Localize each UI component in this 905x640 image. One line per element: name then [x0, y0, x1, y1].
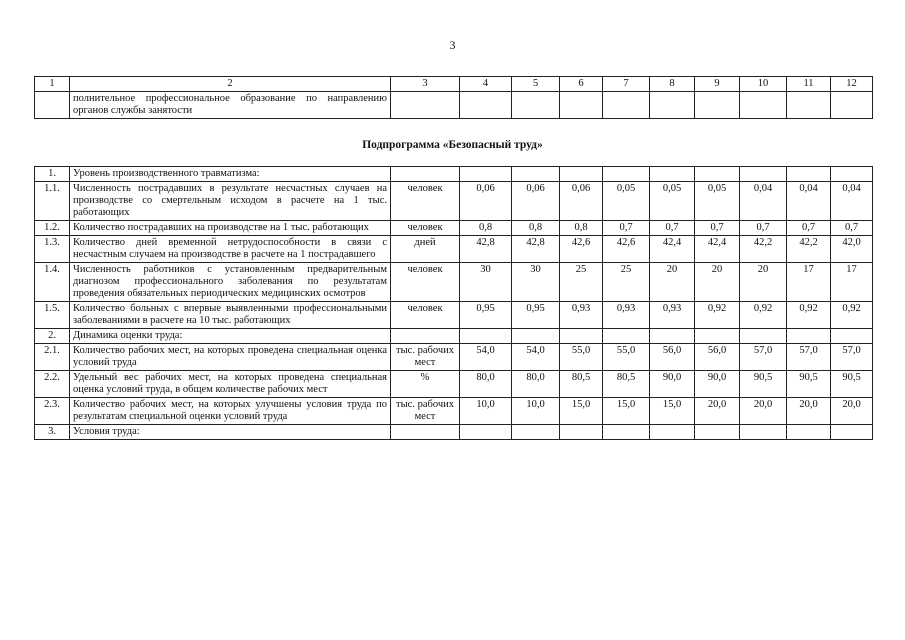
value-cell: 42,8: [460, 236, 512, 263]
value-cell: 0,93: [650, 302, 695, 329]
indicator-name: Условия труда:: [70, 425, 391, 440]
value-cell: 90,0: [695, 371, 740, 398]
value-cell: [512, 425, 560, 440]
column-header: 12: [831, 77, 873, 92]
value-cell: 0,05: [695, 182, 740, 221]
value-cell: 90,5: [787, 371, 831, 398]
column-header: 3: [391, 77, 460, 92]
indicator-name: Численность пострадавших в результате несчастных случаев на производстве со смертельным исходом в расчете на 1 тыс. работающих: [70, 182, 391, 221]
value-cell: 15,0: [560, 398, 603, 425]
value-cell: [787, 167, 831, 182]
value-cell: [512, 167, 560, 182]
unit: тыс. рабочих мест: [391, 344, 460, 371]
row-number: 2.3.: [35, 398, 70, 425]
value-cell: 17: [787, 263, 831, 302]
value-cell: 56,0: [650, 344, 695, 371]
value-cell: [603, 329, 650, 344]
value-cell: [740, 329, 787, 344]
value-cell: 80,5: [560, 371, 603, 398]
row-number: 1.2.: [35, 221, 70, 236]
table-row: [35, 92, 873, 119]
value-cell: [740, 425, 787, 440]
value-cell: 42,8: [512, 236, 560, 263]
value-cell: 0,93: [560, 302, 603, 329]
column-header: 8: [650, 77, 695, 92]
value-cell: [787, 329, 831, 344]
value-cell: [460, 167, 512, 182]
page-number: 3: [449, 38, 456, 52]
column-header: 1: [35, 77, 70, 92]
column-header: 4: [460, 77, 512, 92]
unit: дней: [391, 236, 460, 263]
value-cell: 25: [560, 263, 603, 302]
value-cell: 15,0: [650, 398, 695, 425]
value-cell: 56,0: [695, 344, 740, 371]
value-cell: 0,04: [831, 182, 873, 221]
unit: человек: [391, 221, 460, 236]
value-cell: 42,4: [695, 236, 740, 263]
header-row: [35, 77, 873, 92]
value-cell: [460, 329, 512, 344]
value-cell: 0,04: [740, 182, 787, 221]
value-cell: 0,05: [650, 182, 695, 221]
indicator-name: Количество больных с впервые выявленными профессиональными заболеваниями в расчете на 10 тыс. работающих: [70, 302, 391, 329]
value-cell: 0,95: [460, 302, 512, 329]
value-cell: 0,06: [560, 182, 603, 221]
unit: человек: [391, 182, 460, 221]
value-cell: 0,8: [560, 221, 603, 236]
table-row: [35, 344, 873, 371]
value-cell: [650, 329, 695, 344]
column-header: 11: [787, 77, 831, 92]
column-header: 6: [560, 77, 603, 92]
value-cell: 20: [695, 263, 740, 302]
column-header: 5: [512, 77, 560, 92]
value-cell: 10,0: [460, 398, 512, 425]
value-cell: 15,0: [603, 398, 650, 425]
value-cell: 20,0: [740, 398, 787, 425]
value-cell: [740, 167, 787, 182]
row-number: 2.1.: [35, 344, 70, 371]
value-cell: [695, 329, 740, 344]
value-cell: 20: [740, 263, 787, 302]
value-cell: 54,0: [512, 344, 560, 371]
value-cell: 80,0: [460, 371, 512, 398]
value-cell: [603, 425, 650, 440]
value-cell: [603, 167, 650, 182]
value-cell: 57,0: [831, 344, 873, 371]
table-row: [35, 329, 873, 344]
value-cell: [695, 425, 740, 440]
value-cell: [560, 329, 603, 344]
indicator-name: Количество пострадавших на производстве на 1 тыс. работающих: [70, 221, 391, 236]
column-header: 9: [695, 77, 740, 92]
value-cell: [460, 425, 512, 440]
table-row: [35, 398, 873, 425]
value-cell: [560, 425, 603, 440]
indicator-name: Удельный вес рабочих мест, на которых проведена специальная оценка условий труда, в общем количестве рабочих мест: [70, 371, 391, 398]
unit: человек: [391, 263, 460, 302]
value-cell: 0,92: [740, 302, 787, 329]
value-cell: 55,0: [560, 344, 603, 371]
value-cell: 0,7: [831, 221, 873, 236]
value-cell: [560, 167, 603, 182]
table-row: [35, 236, 873, 263]
indicator-name: Количество дней временной нетрудоспособности в связи с несчастным случаем на производстве в расчете на 1 пострадавшего: [70, 236, 391, 263]
value-cell: 42,2: [787, 236, 831, 263]
value-cell: 90,5: [740, 371, 787, 398]
value-cell: 80,0: [512, 371, 560, 398]
value-cell: 0,8: [460, 221, 512, 236]
row-number: 3.: [35, 425, 70, 440]
value-cell: 0,04: [787, 182, 831, 221]
value-cell: [831, 167, 873, 182]
value-cell: [512, 329, 560, 344]
indicator-name: Численность работников с установленным предварительным диагнозом профессионального заболевания по результатам проведения обязательных периодических медицинских осмотров: [70, 263, 391, 302]
unit: [391, 425, 460, 440]
value-cell: 30: [460, 263, 512, 302]
indicators-table: [34, 166, 873, 440]
value-cell: 20,0: [695, 398, 740, 425]
table-row: [35, 371, 873, 398]
indicator-name: Динамика оценки труда:: [70, 329, 391, 344]
value-cell: [787, 425, 831, 440]
value-cell: 0,05: [603, 182, 650, 221]
column-header: 2: [70, 77, 391, 92]
value-cell: 90,5: [831, 371, 873, 398]
value-cell: 42,4: [650, 236, 695, 263]
subprogram-title: Подпрограмма «Безопасный труд»: [362, 139, 543, 151]
value-cell: 20,0: [831, 398, 873, 425]
value-cell: 17: [831, 263, 873, 302]
value-cell: 90,0: [650, 371, 695, 398]
value-cell: 0,7: [603, 221, 650, 236]
value-cell: 42,6: [603, 236, 650, 263]
value-cell: 20: [650, 263, 695, 302]
value-cell: 42,2: [740, 236, 787, 263]
value-cell: 0,93: [603, 302, 650, 329]
unit: человек: [391, 302, 460, 329]
value-cell: 25: [603, 263, 650, 302]
table-row: [35, 167, 873, 182]
value-cell: 0,06: [512, 182, 560, 221]
continued-text: полнительное профессиональное образование по направлению органов службы занятости: [70, 92, 391, 119]
column-header: 7: [603, 77, 650, 92]
value-cell: 0,92: [695, 302, 740, 329]
table-row: [35, 425, 873, 440]
value-cell: [695, 167, 740, 182]
value-cell: [831, 425, 873, 440]
value-cell: 0,92: [831, 302, 873, 329]
value-cell: 0,7: [740, 221, 787, 236]
value-cell: 0,7: [787, 221, 831, 236]
value-cell: 0,92: [787, 302, 831, 329]
value-cell: 0,7: [695, 221, 740, 236]
table-row: [35, 302, 873, 329]
column-header: 10: [740, 77, 787, 92]
table-continuation: [34, 76, 873, 119]
value-cell: 42,6: [560, 236, 603, 263]
unit: %: [391, 371, 460, 398]
unit: [391, 167, 460, 182]
unit: [391, 329, 460, 344]
value-cell: 10,0: [512, 398, 560, 425]
value-cell: 54,0: [460, 344, 512, 371]
value-cell: 30: [512, 263, 560, 302]
table-row: [35, 263, 873, 302]
value-cell: 42,0: [831, 236, 873, 263]
value-cell: [650, 167, 695, 182]
value-cell: 0,8: [512, 221, 560, 236]
row-number: 1.1.: [35, 182, 70, 221]
row-number: 1.3.: [35, 236, 70, 263]
row-number: 2.2.: [35, 371, 70, 398]
value-cell: [650, 425, 695, 440]
value-cell: 0,7: [650, 221, 695, 236]
value-cell: [831, 329, 873, 344]
table-row: [35, 221, 873, 236]
indicator-name: Количество рабочих мест, на которых проведена специальная оценка условий труда: [70, 344, 391, 371]
row-number: 1.: [35, 167, 70, 182]
value-cell: 0,95: [512, 302, 560, 329]
value-cell: 20,0: [787, 398, 831, 425]
value-cell: 57,0: [787, 344, 831, 371]
row-number: 2.: [35, 329, 70, 344]
value-cell: 55,0: [603, 344, 650, 371]
indicator-name: Количество рабочих мест, на которых улучшены условия труда по результатам специальной оценки условий труда: [70, 398, 391, 425]
unit: тыс. рабочих мест: [391, 398, 460, 425]
value-cell: 0,06: [460, 182, 512, 221]
value-cell: 80,5: [603, 371, 650, 398]
table-row: [35, 182, 873, 221]
indicator-name: Уровень производственного травматизма:: [70, 167, 391, 182]
value-cell: 57,0: [740, 344, 787, 371]
row-number: 1.4.: [35, 263, 70, 302]
row-number: 1.5.: [35, 302, 70, 329]
